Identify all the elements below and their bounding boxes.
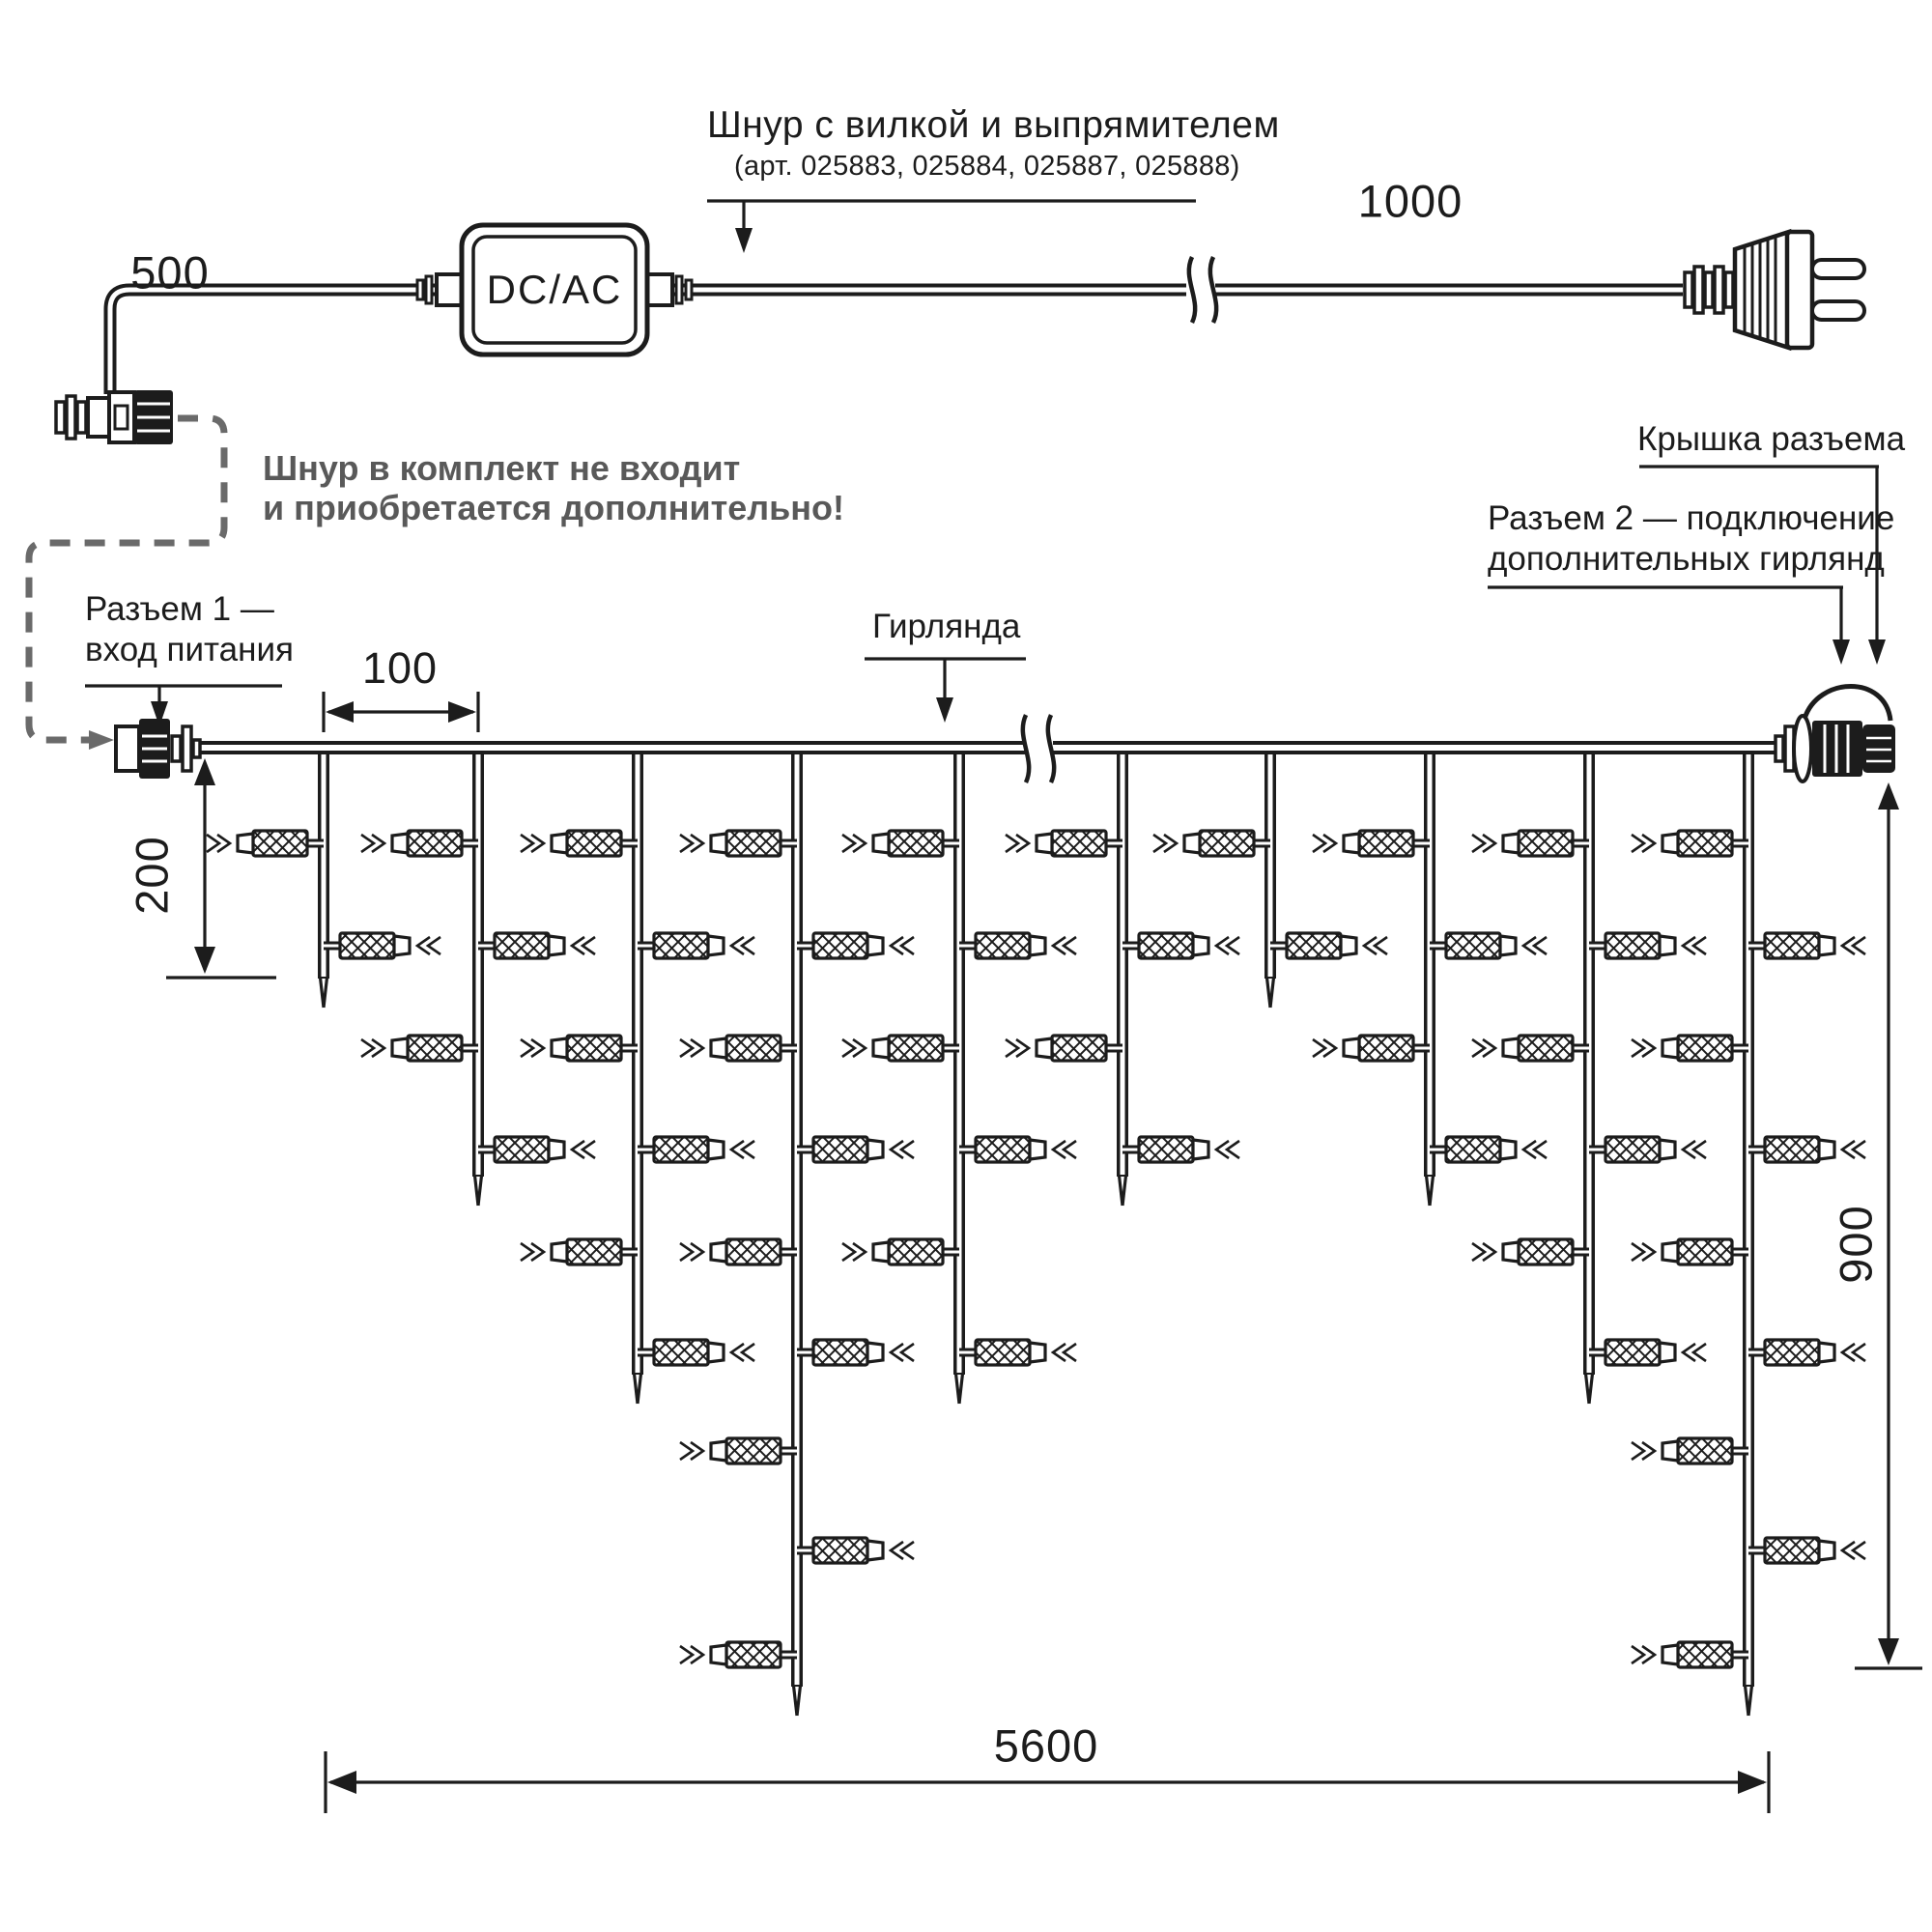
cap-leash-icon (1804, 687, 1890, 722)
plug-prong-bottom (1812, 301, 1864, 320)
connector2-label (1488, 498, 1895, 580)
not-included-note (263, 448, 844, 527)
garland-end-connector (1776, 687, 1895, 782)
dimension-200 (166, 758, 276, 978)
note-line2: и приобретается дополнительно! (263, 488, 844, 527)
dim-500-label: 500 (130, 246, 210, 298)
connector1-line2: вход питания (85, 631, 294, 668)
garland-label: Гирлянда (872, 608, 1021, 645)
dashed-arrowhead-icon (89, 730, 114, 750)
connector1-line1: Разъем 1 — (85, 590, 274, 628)
dimension-100 (324, 692, 478, 732)
cap-label: Крышка разъема (1637, 420, 1906, 458)
note-line1: Шнур в комплект не входит (263, 448, 741, 488)
not-included-dashed-path (29, 418, 224, 750)
dim-100-label: 100 (361, 643, 439, 693)
garland-wire (198, 715, 1777, 782)
dim-900-label: 900 (1830, 1205, 1882, 1284)
cord-output-connector (56, 390, 173, 444)
power-cord (110, 257, 1683, 394)
connector1-label (85, 589, 294, 670)
power-plug (1685, 232, 1864, 348)
title: Шнур с вилкой и выпрямителем (707, 104, 1280, 146)
garland-input-connector (116, 719, 200, 779)
dcac-label: DC/AC (486, 267, 623, 312)
garland-drops (207, 753, 1865, 1716)
plug-prong-top (1812, 260, 1864, 278)
dim-5600-label: 5600 (993, 1719, 1099, 1772)
connector2-line1: Разъем 2 — подключение (1488, 499, 1895, 537)
cord-break-icon (1189, 257, 1216, 323)
subtitle: (арт. 025883, 025884, 025887, 025888) (734, 151, 1240, 182)
connector2-line2: дополнительных гирлянд (1488, 540, 1885, 578)
dim-1000-label: 1000 (1357, 175, 1463, 227)
dim-200-label: 200 (126, 836, 178, 915)
wire-break-icon (1023, 715, 1054, 782)
